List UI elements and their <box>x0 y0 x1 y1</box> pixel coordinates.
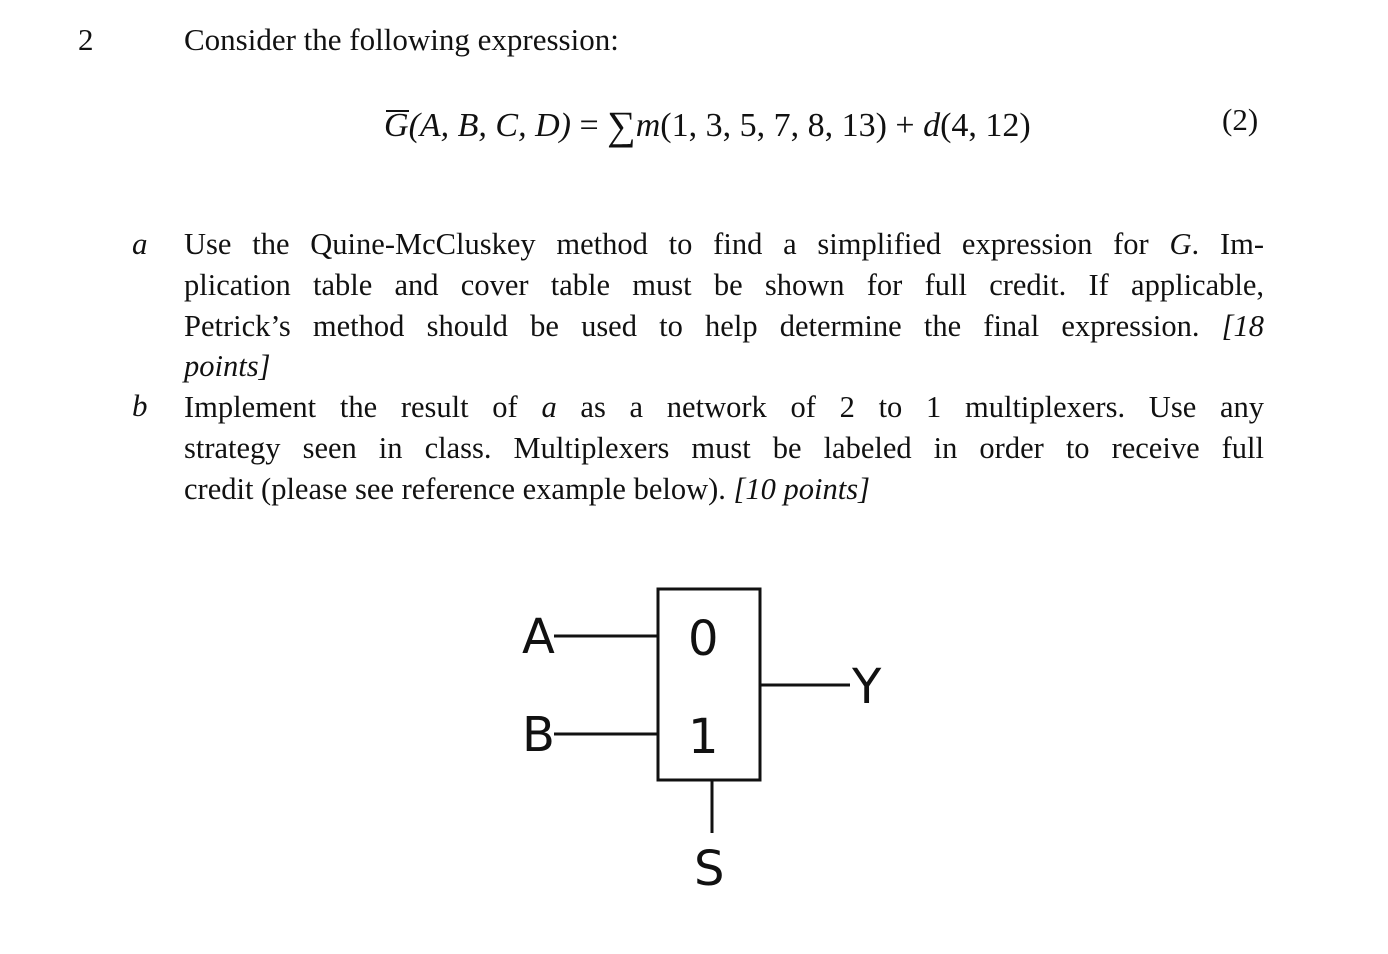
equation-equals: = <box>579 107 599 144</box>
question-intro: Consider the following expression: <box>184 22 619 57</box>
equation-number: (2) <box>1222 102 1259 137</box>
part-b-text <box>184 387 1264 509</box>
part-b-var-a: a <box>541 390 557 424</box>
part-b-line-1 <box>184 387 1264 428</box>
part-b-line-3-pre: credit (please see reference example below). <box>184 471 734 506</box>
minterm-label: m <box>635 107 661 144</box>
boolean-equation <box>384 102 1031 149</box>
mux-port-1: 1 <box>688 709 719 765</box>
part-a-points-start: [18 <box>1221 308 1264 343</box>
part-a-line-2: plication table and cover table must be shown for full credit. If applicable, <box>184 267 1264 302</box>
part-b-line-1-pre: Implement the result of <box>184 390 542 424</box>
minterm-list: (1, 3, 5, 7, 8, 13) <box>660 107 887 144</box>
part-b-label: b <box>132 388 148 423</box>
part-a-points-end: points] <box>184 349 271 384</box>
mux-diagram <box>510 575 910 895</box>
part-a-label: a <box>132 226 148 261</box>
part-b-line-2: strategy seen in class. Multiplexers must be labeled in order to receive full <box>184 430 1264 465</box>
part-a-text <box>184 224 1264 387</box>
part-a-line-1-post: . Im- <box>1191 227 1264 261</box>
g-bar-function: G <box>384 107 409 144</box>
part-a-line-1 <box>184 224 1264 265</box>
question-number: 2 <box>78 22 94 57</box>
dontcare-label: d <box>923 107 941 144</box>
part-b-line-3 <box>184 469 1264 510</box>
mux-output-y: Y <box>852 659 882 715</box>
equation-plus: + <box>895 107 915 144</box>
mux-select-s: S <box>694 841 725 895</box>
dontcare-list: (4, 12) <box>940 107 1031 144</box>
equation-args: (A, B, C, D) <box>408 107 571 144</box>
part-a-var-g: G <box>1169 227 1192 261</box>
part-a-line-3 <box>184 306 1264 347</box>
part-a-line-1-pre: Use the Quine-McCluskey method to find a simplified expression for <box>184 227 1170 261</box>
part-b-line-1-post: as a network of 2 to 1 multiplexers. Use any <box>556 390 1264 424</box>
part-b-points: [10 points] <box>733 471 870 506</box>
sigma-icon: ∑ <box>607 103 636 148</box>
mux-port-0: 0 <box>688 611 719 667</box>
part-a-line-3-pre: Petrick’s method should be used to help determine the final expression. <box>184 308 1222 343</box>
mux-input-b: B <box>522 707 555 763</box>
mux-input-a: A <box>522 609 555 665</box>
